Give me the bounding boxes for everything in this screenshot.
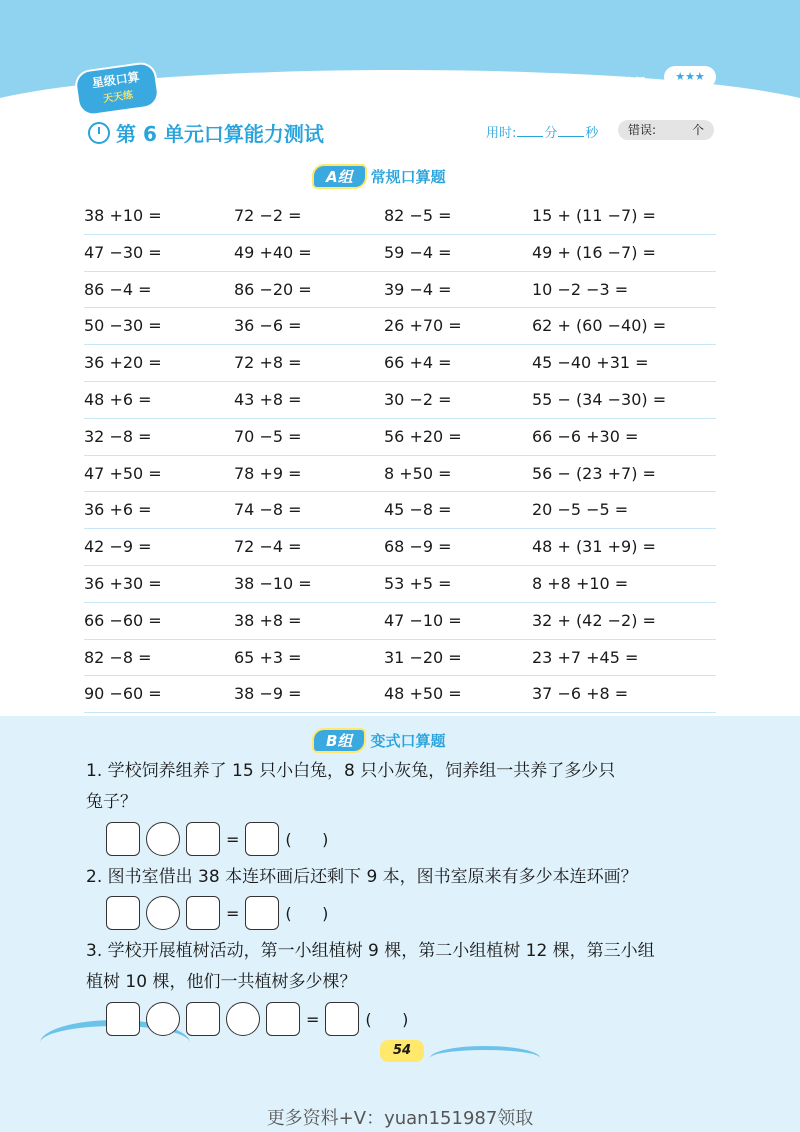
arithmetic-problem: 62 + (60 −40) = [532,316,667,336]
number-box[interactable] [106,896,140,930]
footer-watermark: 更多资料+V：yuan151987领取 [266,1108,534,1129]
arithmetic-problem: 37 −6 +8 = [532,684,629,704]
second-label: 秒 [585,126,599,141]
number-box[interactable] [266,1002,300,1036]
word-problem-1 [86,756,726,818]
arithmetic-problem: 36 +6 = [84,500,152,520]
word-problem-3-line2: 植树 10 棵，他们一共植树多少棵？ [86,972,357,992]
arithmetic-problem: 53 +5 = [384,573,452,593]
arithmetic-problem: 38 −10 = [234,573,312,593]
arithmetic-problem: 42 −9 = [84,537,152,557]
problem-grid-a [84,198,716,713]
problem-row [84,603,716,640]
unit-title-row [88,118,324,147]
number-box[interactable] [106,1002,140,1036]
problem-row [84,492,716,529]
section-a-title: 常规口算题 [370,168,446,186]
arithmetic-problem: 66 −6 +30 = [532,426,639,446]
problem-row [84,640,716,677]
equals-sign: = [306,1009,320,1029]
result-box[interactable] [245,896,279,930]
arithmetic-problem: 49 +40 = [234,242,312,262]
operator-circle[interactable] [146,822,180,856]
logo-line2: 天天练 [102,89,134,105]
operator-circle[interactable] [146,1002,180,1036]
arithmetic-problem: 90 −60 = [84,684,162,704]
page-title: 第 6 单元口算能力测试 [116,122,324,146]
arithmetic-problem: 72 −2 = [234,206,302,225]
arithmetic-problem: 55 − (34 −30) = [532,389,667,409]
difficulty-label: 难易等级: [598,76,651,90]
problem-row [84,529,716,566]
unit-blank[interactable]: ( ) [285,829,329,849]
arithmetic-problem: 39 −4 = [384,279,452,299]
arithmetic-problem: 36 −6 = [234,316,302,336]
arithmetic-problem: 15 + (11 −7) = [532,206,656,225]
arithmetic-problem: 66 +4 = [384,353,452,373]
arithmetic-problem: 82 −8 = [84,647,152,667]
operator-circle[interactable] [146,896,180,930]
arithmetic-problem: 38 −9 = [234,684,302,704]
equals-sign: = [226,903,240,923]
arithmetic-problem: 38 +10 = [84,206,162,225]
section-a-header [314,166,446,187]
word-problem-1-line2: 兔子？ [86,792,137,812]
problem-row [84,198,716,235]
equals-sign: = [226,829,240,849]
answer-row-2 [106,896,328,932]
wave-decoration-small [430,1046,540,1070]
answer-row-1 [106,822,328,858]
difficulty-stars: ★★★ [664,66,716,88]
page-number: 54 [380,1040,424,1062]
arithmetic-problem: 59 −4 = [384,242,452,262]
problem-row [84,235,716,272]
arithmetic-problem: 78 +9 = [234,463,302,483]
arithmetic-problem: 48 + (31 +9) = [532,537,656,557]
arithmetic-problem: 74 −8 = [234,500,302,520]
arithmetic-problem: 70 −5 = [234,426,302,446]
seconds-blank[interactable] [558,124,584,137]
unit-blank[interactable]: ( ) [365,1009,409,1029]
arithmetic-problem: 32 −8 = [84,426,152,446]
arithmetic-problem: 30 −2 = [384,389,452,409]
problem-row [84,382,716,419]
arithmetic-problem: 56 − (23 +7) = [532,463,656,483]
arithmetic-problem: 48 +50 = [384,684,462,704]
problem-row [84,456,716,493]
arithmetic-problem: 56 +20 = [384,426,462,446]
arithmetic-problem: 8 +50 = [384,463,452,483]
problem-row [84,419,716,456]
operator-circle[interactable] [226,1002,260,1036]
arithmetic-problem: 66 −60 = [84,610,162,630]
word-problem-3-line1: 3. 学校开展植树活动，第一小组植树 9 棵，第二小组植树 12 棵，第三小组 [86,941,655,961]
errors-unit: 个 [692,123,705,137]
arithmetic-problem: 47 −30 = [84,242,162,262]
word-problem-1-line1: 1. 学校饲养组养了 15 只小白兔，8 只小灰兔，饲养组一共养了多少只 [86,761,616,781]
arithmetic-problem: 23 +7 +45 = [532,647,639,667]
arithmetic-problem: 72 +8 = [234,353,302,373]
number-box[interactable] [186,822,220,856]
number-box[interactable] [186,1002,220,1036]
arithmetic-problem: 47 −10 = [384,610,462,630]
problem-row [84,272,716,309]
result-box[interactable] [325,1002,359,1036]
number-box[interactable] [106,822,140,856]
word-problem-3 [86,936,726,998]
section-b-badge: B组 [314,730,364,751]
arithmetic-problem: 50 −30 = [84,316,162,336]
arithmetic-problem: 31 −20 = [384,647,462,667]
word-problem-2 [86,862,726,893]
arithmetic-problem: 43 +8 = [234,389,302,409]
number-box[interactable] [186,896,220,930]
arithmetic-problem: 72 −4 = [234,537,302,557]
time-label: 用时: [486,126,517,141]
arithmetic-problem: 82 −5 = [384,206,452,225]
arithmetic-problem: 45 −40 +31 = [532,353,649,373]
section-b-title: 变式口算题 [370,732,446,750]
unit-blank[interactable]: ( ) [285,903,329,923]
arithmetic-problem: 10 −2 −3 = [532,279,629,299]
result-box[interactable] [245,822,279,856]
problem-row [84,308,716,345]
arithmetic-problem: 32 + (42 −2) = [532,610,656,630]
book-title: 一年级数学下（R 版） [168,78,289,92]
problem-row [84,566,716,603]
arithmetic-problem: 65 +3 = [234,647,302,667]
errors-pill [618,120,714,140]
arithmetic-problem: 45 −8 = [384,500,452,520]
arithmetic-problem: 26 +70 = [384,316,462,336]
answer-row-3 [106,1002,408,1038]
arithmetic-problem: 36 +30 = [84,573,162,593]
minute-label: 分 [544,126,558,141]
arithmetic-problem: 86 −4 = [84,279,152,299]
arithmetic-problem: 48 +6 = [84,389,152,409]
arithmetic-problem: 20 −5 −5 = [532,500,629,520]
problem-row [84,676,716,713]
word-problem-2-line1: 2. 图书室借出 38 本连环画后还剩下 9 本，图书室原来有多少本连环画？ [86,867,638,887]
minutes-blank[interactable] [517,124,543,137]
arithmetic-problem: 8 +8 +10 = [532,573,629,593]
arithmetic-problem: 36 +20 = [84,353,162,373]
arithmetic-problem: 38 +8 = [234,610,302,630]
problem-row [84,345,716,382]
section-a-badge: A组 [314,166,365,187]
time-used [486,122,598,141]
section-b-header [314,730,445,751]
arithmetic-problem: 47 +50 = [84,463,162,483]
alarm-clock-icon [88,122,110,144]
logo-line1: 星级口算 [90,69,141,91]
arithmetic-problem: 68 −9 = [384,537,452,557]
arithmetic-problem: 49 + (16 −7) = [532,242,656,262]
arithmetic-problem: 86 −20 = [234,279,312,299]
errors-label: 错误: [628,123,657,137]
